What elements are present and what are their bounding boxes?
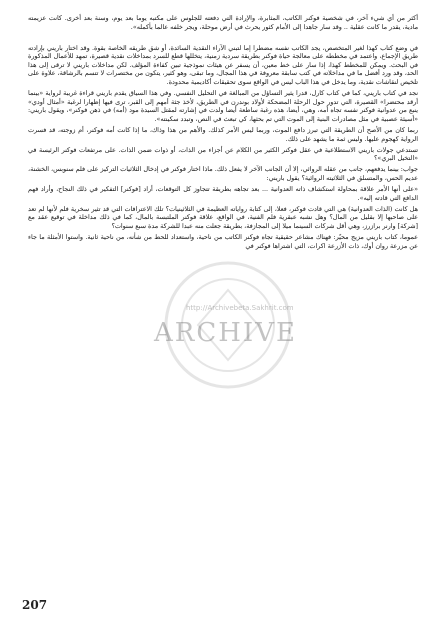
watermark-url: http://Archivebeta.Sakhrit.com <box>186 304 294 312</box>
paragraph: ربما كان من الأصح أن الطريقة التي تبرز دافع الموت، وربما ليس الأمر كذلك. والأهم من هذا وذاك، ما إذا كانت أمه فوكنر، أم زوجته، قد فسرت الرواية كهجوم عليها. وليس ثمة ما يشهد على ذلك. <box>28 126 418 143</box>
paragraph: في وضع كتاب كهذا لغير المتخصص، يجد الكاتب نفسه مضطرا إما لتبني الآراء النقدية السائدة، أو شق طريقه الخاصة بقوة. وقد اختار باريني بإرادته طريق الإجماع، واعتمد في مخططه على معالجة حياة فوكنر بطريقة سردية زمنية، يتخللها قطع للسرد بمداخلات نقدية قصيرة، تمهد للأعمال المذكورة في البحث. ويمكن للمخطط كهذا، إذا سار على خط معين، أن يسفر عن هيئات نموذجية تبين كفاءة المؤلف. لكن مداخلات باريني لا ترقى إلى هذا الحد، وقد ورد أفضل ما في مداخلاته في كتب سابقة معروفة في هذا المجال، وما تبقى، وهو كثير، يتكون من مختصرات لا تتسم بالرشاقة، علاوة على تلخيص لنقاشات نقدية، وما يدخل في هذا الباب ليس في الواقع سوى تحقيقات أكاديمية محدودة. <box>28 43 418 87</box>
paragraph: هل كانت (الذات العدوانية) هي التي قادت فوكنر، فعلا، إلى كتابة رواياته العظيمة في الثلاثينيات؟ تلك الاعترافات التي قد تثير سخرية فلم لأنها لم تعد على صاحبها إلا بقليل من المال؟ وهل نشبه عبقرية فلم الفنية، في الواقع، علاقة فوكنر الملتبسة بالمال، كما في ذلك مداخلة في توقيع عقد مع [شركة] وارنر برازرز، وهي أقل شركات السينما ميلا إلى المجازفة، بطريقة جعلت منه عبدا للشركة مدة سبع سنوات؟ <box>28 204 418 230</box>
paragraph: تستدعي جولات باريني الاستطلاعية في عقل فوكنر الكثير من الكلام عن أجزاء من الذات، أو ذوات ضمن الذات. على مرتفعات فوكنر الرئيسة في «التخيل البري»؟ <box>28 145 418 163</box>
watermark-text: ARCHIVE <box>154 318 297 348</box>
page-number: 207 <box>22 598 48 612</box>
spacer <box>28 34 418 44</box>
paragraph: نجد في كتاب باريني، كما في كتاب كارل، قدرا يثير التساؤل من المبالغة في التحليل النفسي. وفي هذا السياق يقدم باريني قراءة غريبة لرواية «بينما أرقد محتضرا» القصيرة، التي تدور حول الرحلة المضحكة لأولاد بوندرن في الطريق، لأخذ جثة أمهم إلى القبر، ترى فيها إظهارا لرغبة «أمثال أودي» ينبع من عدوانية فوكنر نفسه تجاه أمه، وهي، أيضا، هذه رغبة ساطعة أيضا ولدت في إشارته لمقتل السيدة مود (أمه) في ذهن فوكنر»، ويقول باريني: «أسيئة عصبية في مثل مصادرات البنية إلى الموت التي تم بحثها، كي تبعث في النص، وتبدد سكينته». <box>28 89 418 123</box>
paragraph: عموما، كتاب باريني مزيج محيّر: فهناك مشاعر حقيقية تجاه فوكنر الكاتب من ناحية، واستعداد للحط من شأنه، من ناحية ثانية. واستوا الأمثلة ما جاء عن مزرعة روان أوك، ذات الأزرعة اكرات، التي اشتراها فوكنر في <box>28 233 418 250</box>
body-text <box>28 14 418 253</box>
paragraph: جواب: بينما يدفعهم، جانب من عقله الروائي، إلا أن الجانب الآخر لا يفعل ذلك. ماذا اختار فوكنر في إدخال الثلاثيات التركيز على فلم سنوبس، الخشنة، عديم الحس، والمتسلق في الثلاثيته الروائية؟ يقول باريني: <box>28 165 418 182</box>
paragraph-quote: «على أنها الأمر علاقة بمحاولة استكشاف ذاته العدوانية ... بعد تجاهه بطريقة تتجاوز كل التوقعات، أراد [فوكنر] التفكير في ذلك النجاح، وأراد فهم الدافع التي قادته إليه». <box>28 185 418 202</box>
paragraph: أكثر من أي شيء آخر، في شخصية فوكنر الكاتب، المثابرة، والإرادة التي دفعته للجلوس على مكتبه يوما بعد يوم، وسنة بعد أخرى. كانت عزيمته مادية، يقدر ما كانت عقلية .. وقد سار جاهدا إلى الأمام كثور يحرث في أرض موحلة، ويجر خلفه عالما بأكمله». <box>28 14 418 31</box>
